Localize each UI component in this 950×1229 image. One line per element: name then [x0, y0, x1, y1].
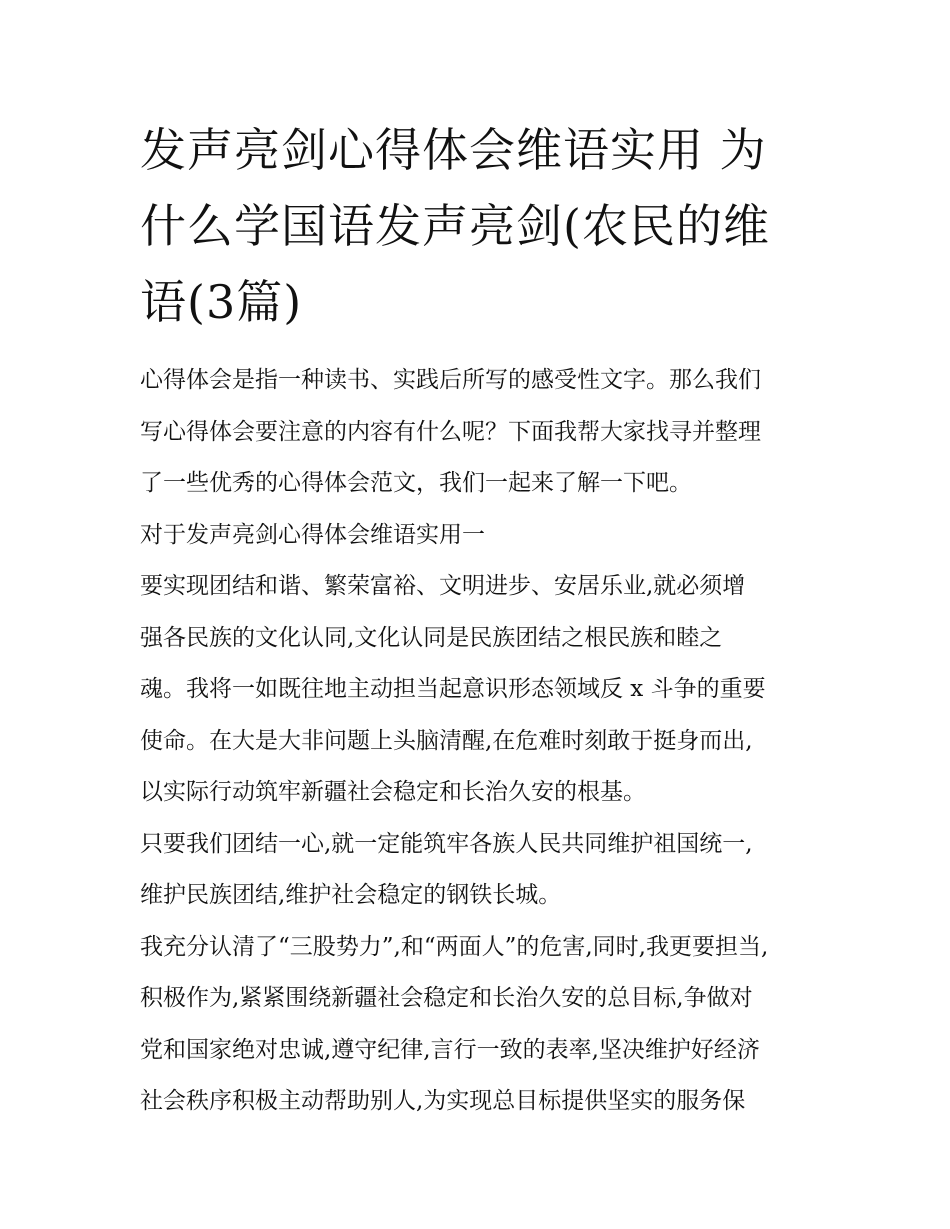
document-body — [140, 355, 820, 1128]
document-content — [140, 112, 820, 1128]
paragraph-unity: 只要我们团结一心,就一定能筑牢各族人民共同维护祖国统一, 维护民族团结,维护社会稳定的钢铁长城。 — [140, 830, 753, 908]
paragraph-section-heading: 对于发声亮剑心得体会维语实用一 — [140, 521, 485, 548]
document-title: 发声亮剑心得体会维语实用 为 什么学国语发声亮剑(农民的维 语(3篇) — [140, 123, 770, 329]
paragraph-cultural-identity: 要实现团结和谐、繁荣富裕、文明进步、安居乐业,就必须增 强各民族的文化认同,文化认同是民族团结之根民族和睦之 魂。我将一如既往地主动担当起意识形态领域反 x 斗争的重要 使命。在大是大非问题上头脑清醒,在危难时刻敢于挺身而出, 以实际行动筑牢新疆社会稳定和长治久安的根基。 — [140, 573, 766, 805]
paragraph-responsibility: 我充分认清了“三股势力”,和“两面人”的危害,同时,我更要担当, 积极作为,紧紧围绕新疆社会稳定和长治久安的总目标,争做对 党和国家绝对忠诚,遵守纪律,言行一致的表率,坚决维护好经济 社会秩序积极主动帮助别人,为实现总目标提供坚实的服务保 — [140, 933, 769, 1114]
paragraph-intro: 心得体会是指一种读书、实践后所写的感受性文字。那么我们 写心得体会要注意的内容有什么呢？下面我帮大家找寻并整理 了一些优秀的心得体会范文，我们一起来了解一下吧。 — [140, 367, 761, 496]
